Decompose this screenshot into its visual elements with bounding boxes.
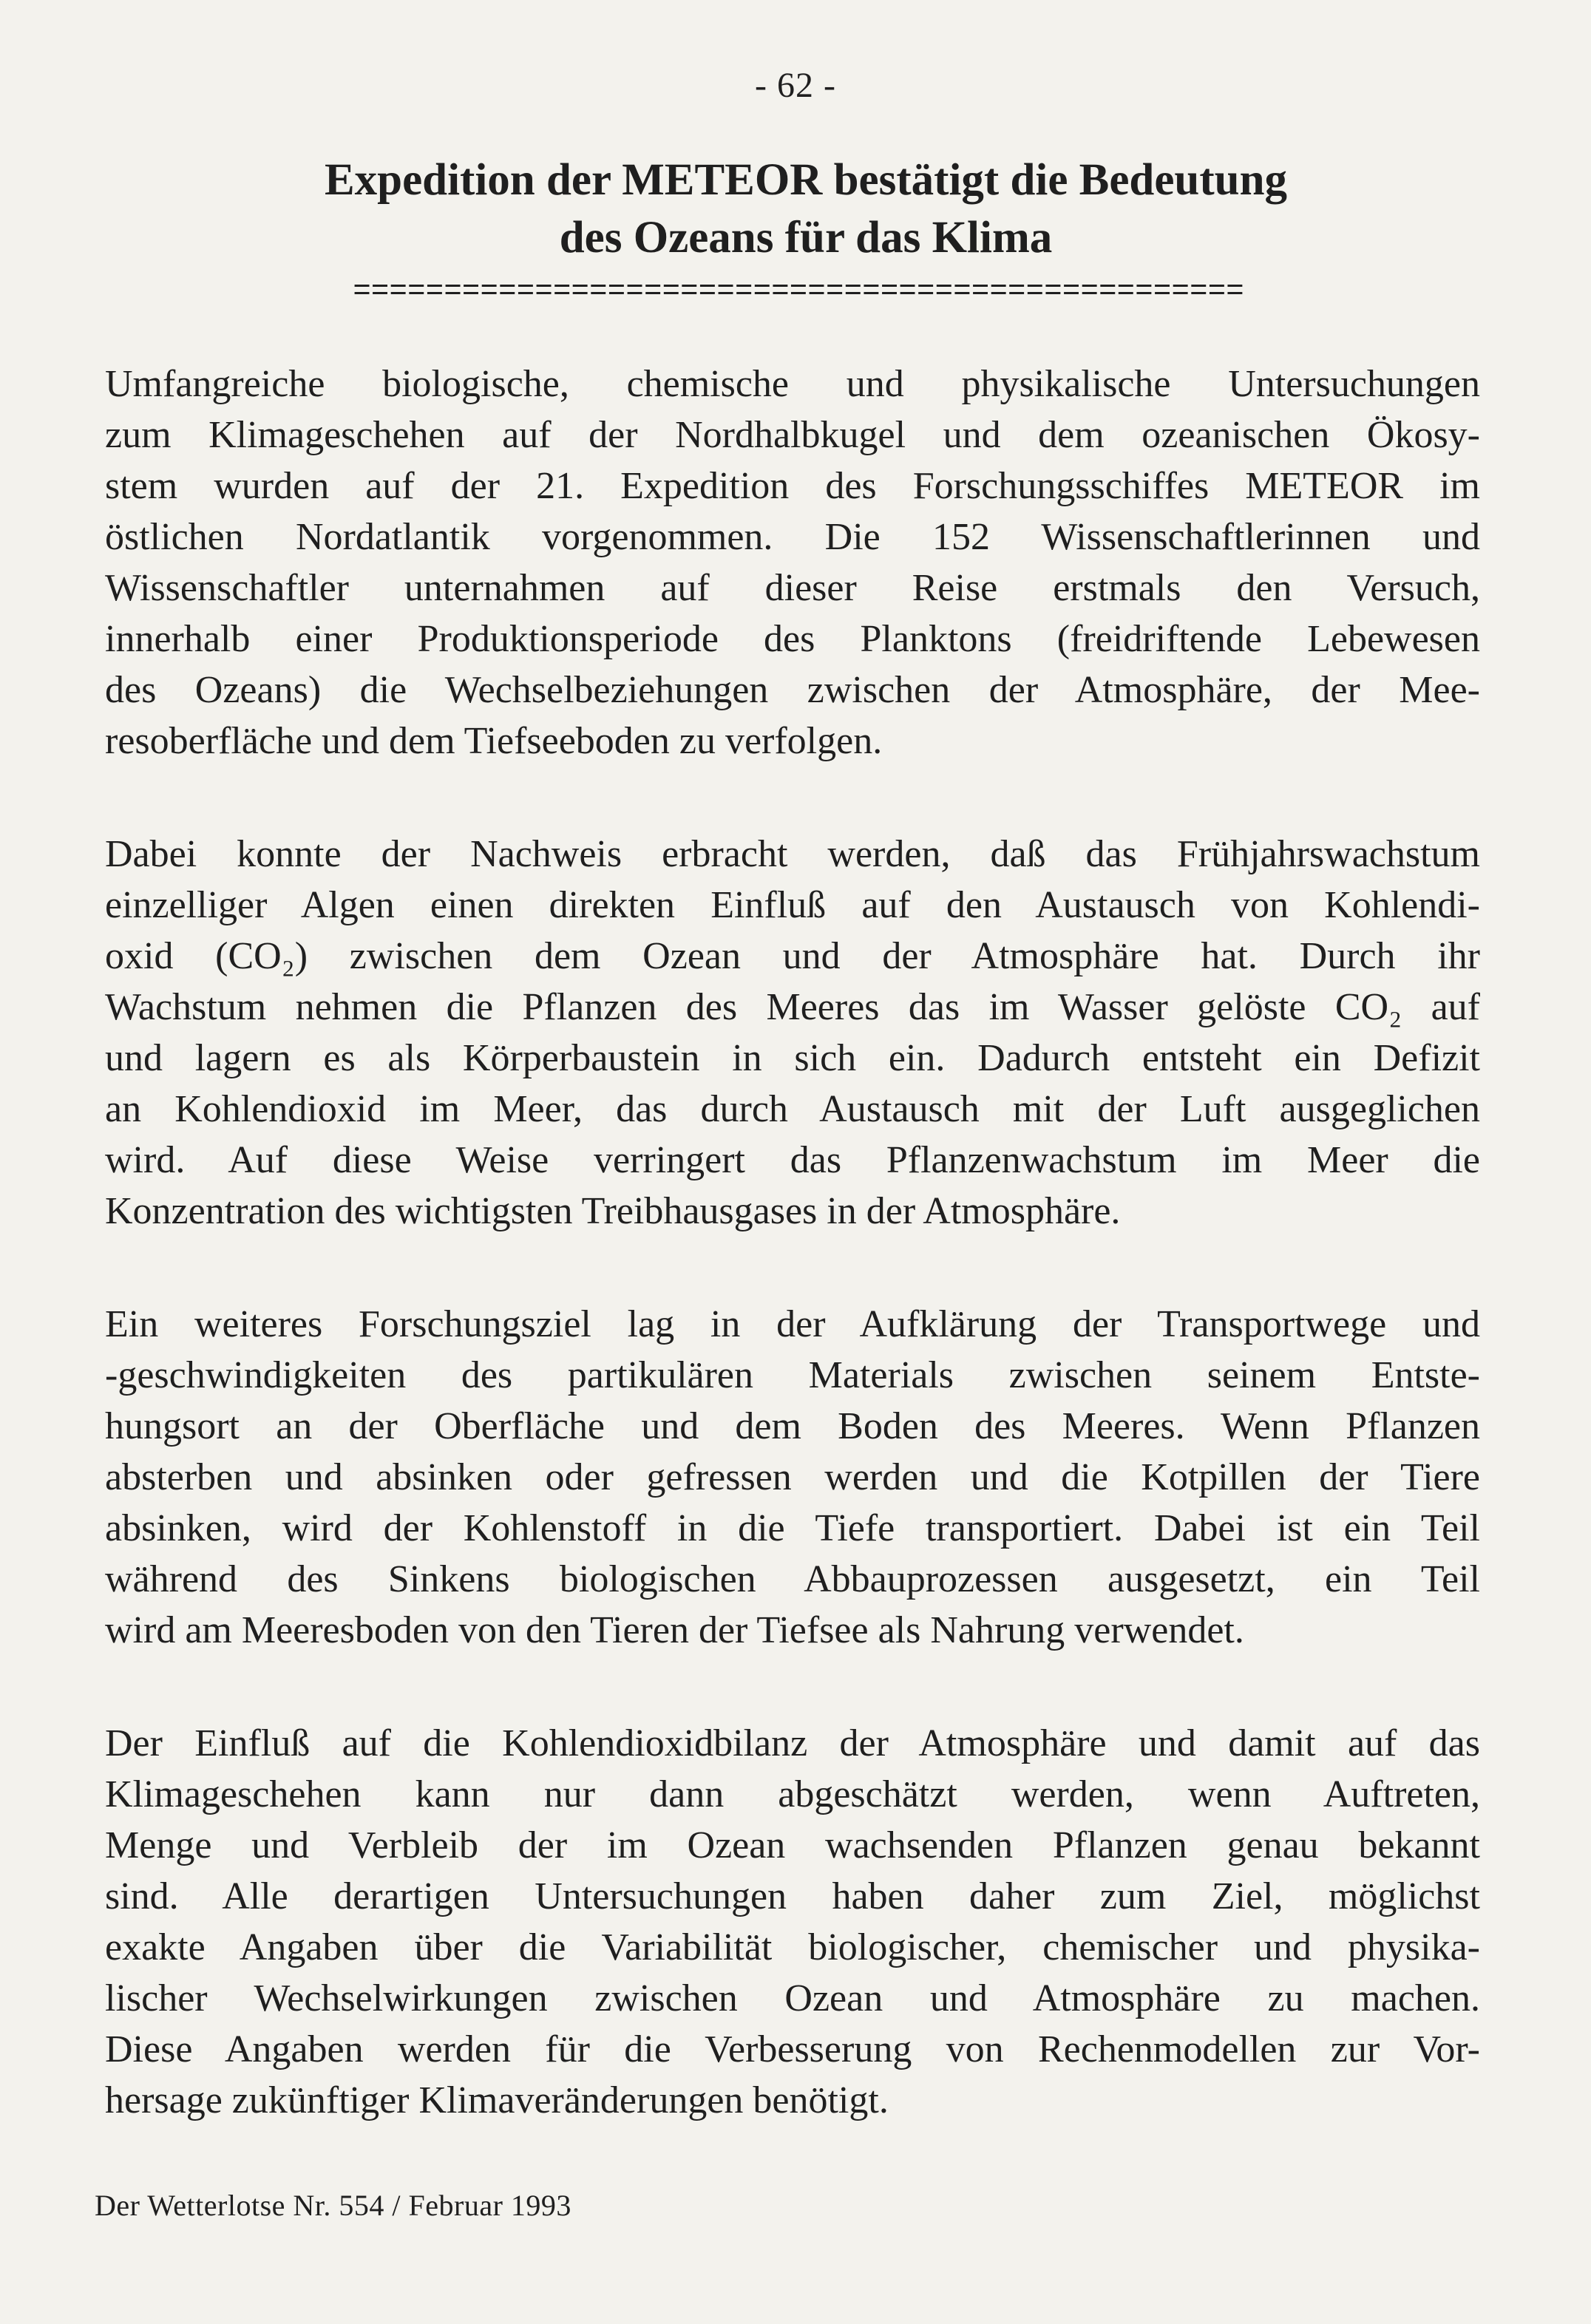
text-line: innerhalb einer Produktionsperiode des Planktons (freidriftende Lebewesen <box>105 618 1480 660</box>
text-line: Umfangreiche biologische, chemische und physikalische Untersuchungen <box>105 363 1480 405</box>
page-number: - 62 - <box>755 66 836 105</box>
text-line: sind. Alle derartigen Untersuchungen haben daher zum Ziel, möglichst <box>105 1875 1480 1917</box>
text-line: östlichen Nordatlantik vorgenommen. Die 152 Wissenschaftlerinnen und <box>105 516 1480 558</box>
text-line: -geschwindigkeiten des partikulären Materials zwischen seinem Entste- <box>105 1354 1480 1396</box>
text-line: Ein weiteres Forschungsziel lag in der Aufklärung der Transportwege und <box>105 1303 1480 1345</box>
text-line: während des Sinkens biologischen Abbauprozessen ausgesetzt, ein Teil <box>105 1558 1480 1600</box>
article-title <box>192 152 1419 267</box>
text-line: Wachstum nehmen die Pflanzen des Meeres das im Wasser gelöste CO₂ auf <box>105 986 1480 1028</box>
text-line: hersage zukünftiger Klimaveränderungen benötigt. <box>105 2079 889 2121</box>
text-line: Wissenschaftler unternahmen auf dieser Reise erstmals den Versuch, <box>105 567 1480 609</box>
text-line: hungsort an der Oberfläche und dem Boden des Meeres. Wenn Pflanzen <box>105 1405 1480 1447</box>
text-line: Dabei konnte der Nachweis erbracht werden, daß das Frühjahrswachstum <box>105 833 1480 875</box>
footer-source: Der Wetterlotse Nr. 554 / Februar 1993 <box>95 2189 571 2222</box>
text-line: stem wurden auf der 21. Expedition des Forschungsschiffes METEOR im <box>105 465 1480 507</box>
article-title-line-1: Expedition der METEOR bestätigt die Bedeutung <box>324 155 1288 205</box>
text-line: einzelliger Algen einen direkten Einfluß auf den Austausch von Kohlendi- <box>105 884 1480 926</box>
article-title-line-2: des Ozeans für das Klima <box>559 213 1053 262</box>
text-line: Klimageschehen kann nur dann abgeschätzt werden, wenn Auftreten, <box>105 1773 1480 1815</box>
article-body <box>105 359 1480 2188</box>
text-line: absinken, wird der Kohlenstoff in die Tiefe transportiert. Dabei ist ein Teil <box>105 1507 1480 1549</box>
paragraph-3 <box>105 1299 1480 1656</box>
title-underline: ================================================= <box>353 275 1244 309</box>
paragraph-4 <box>105 1718 1480 2126</box>
text-line: wird am Meeresboden von den Tieren der Tiefsee als Nahrung verwendet. <box>105 1609 1244 1651</box>
paragraph-1 <box>105 359 1480 767</box>
text-line: an Kohlendioxid im Meer, das durch Austausch mit der Luft ausgeglichen <box>105 1088 1480 1130</box>
text-line: Diese Angaben werden für die Verbesserung von Rechenmodellen zur Vor- <box>105 2028 1480 2070</box>
paragraph-2 <box>105 829 1480 1237</box>
text-line: zum Klimageschehen auf der Nordhalbkugel und dem ozeanischen Ökosy- <box>105 414 1480 456</box>
text-line: Menge und Verbleib der im Ozean wachsenden Pflanzen genau bekannt <box>105 1824 1480 1866</box>
text-line: Der Einfluß auf die Kohlendioxidbilanz der Atmosphäre und damit auf das <box>105 1722 1480 1764</box>
text-line: und lagern es als Körperbaustein in sich ein. Dadurch entsteht ein Defizit <box>105 1037 1480 1079</box>
text-line: Konzentration des wichtigsten Treibhausgases in der Atmosphäre. <box>105 1190 1121 1232</box>
text-line: wird. Auf diese Weise verringert das Pflanzenwachstum im Meer die <box>105 1139 1480 1181</box>
text-line: lischer Wechselwirkungen zwischen Ozean und Atmosphäre zu machen. <box>105 1977 1480 2019</box>
text-line: oxid (CO₂) zwischen dem Ozean und der Atmosphäre hat. Durch ihr <box>105 935 1480 977</box>
text-line: exakte Angaben über die Variabilität biologischer, chemischer und physika- <box>105 1926 1480 1968</box>
text-line: des Ozeans) die Wechselbeziehungen zwischen der Atmosphäre, der Mee- <box>105 669 1480 711</box>
text-line: resoberfläche und dem Tiefseeboden zu verfolgen. <box>105 720 883 762</box>
text-line: absterben und absinken oder gefressen werden und die Kotpillen der Tiere <box>105 1456 1480 1498</box>
